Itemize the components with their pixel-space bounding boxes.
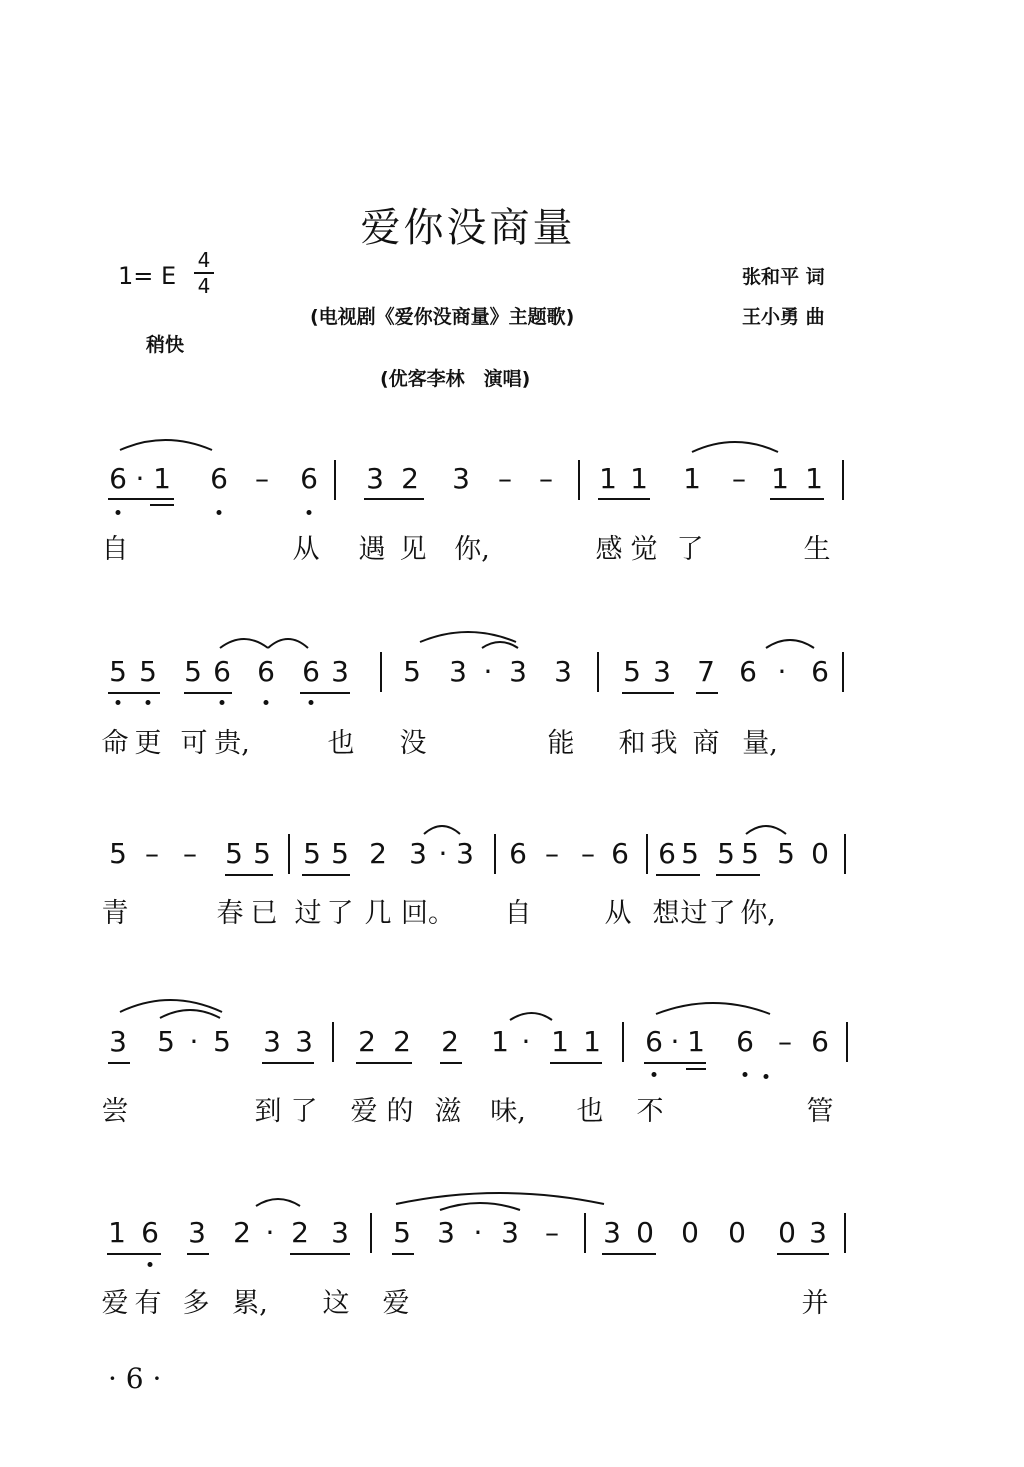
note-dash: – <box>498 462 512 495</box>
lyric: 尝 <box>101 1096 129 1127</box>
barline <box>494 834 496 874</box>
note: 6 <box>257 655 275 688</box>
note: 6 <box>109 462 127 495</box>
note: 2 <box>441 1025 459 1058</box>
slur-marks <box>0 990 1024 1050</box>
note-dot: · <box>670 1025 680 1058</box>
note: 6 <box>811 655 829 688</box>
lyric: 也 <box>327 728 355 759</box>
score-line-1 <box>0 430 1024 580</box>
note: 3 <box>456 837 474 870</box>
lyric: 有 <box>134 1288 162 1319</box>
note-dot: · <box>777 655 787 688</box>
lyric: 觉 <box>630 534 658 565</box>
lyric: 管 <box>806 1096 834 1127</box>
lyric: 几 <box>364 898 392 929</box>
note-dot: · <box>483 655 493 688</box>
note: 1 <box>108 1216 126 1249</box>
note: 3 <box>452 462 470 495</box>
note: 3 <box>263 1025 281 1058</box>
note: 6 <box>739 655 757 688</box>
underline <box>656 874 700 876</box>
low-octave-dot <box>148 1262 153 1267</box>
note-dash: – <box>581 837 595 870</box>
lyric: 到 <box>254 1096 282 1127</box>
note: 5 <box>109 655 127 688</box>
lyric: 了 <box>676 534 704 565</box>
barline <box>846 1022 848 1062</box>
note: 1 <box>687 1025 705 1058</box>
underline <box>302 874 350 876</box>
note: 5 <box>225 837 243 870</box>
key-label: 1= E <box>118 262 177 290</box>
underline <box>364 498 424 500</box>
note: 5 <box>213 1025 231 1058</box>
note: 2 <box>369 837 387 870</box>
lyric: 想 <box>652 898 680 929</box>
lyric: 春 <box>216 898 244 929</box>
underline <box>262 1062 314 1064</box>
lyric: 自 <box>101 534 129 565</box>
lyric: 累, <box>232 1288 268 1319</box>
performer: (优客李林 演唱) <box>380 368 531 390</box>
lyric: 这 <box>322 1288 350 1319</box>
note: 5 <box>623 655 641 688</box>
underline <box>108 692 160 694</box>
note: 6 <box>302 655 320 688</box>
subtitle: (电视剧《爱你没商量》主题歌) <box>310 306 575 328</box>
lyric: 了 <box>708 898 736 929</box>
note: 7 <box>697 655 715 688</box>
barline <box>334 460 336 500</box>
lyric: 遇 <box>358 534 386 565</box>
note: 3 <box>603 1216 621 1249</box>
note: 1 <box>771 462 789 495</box>
underline <box>225 874 273 876</box>
note: 1 <box>805 462 823 495</box>
note-dot: · <box>189 1025 199 1058</box>
lyric: 商 <box>692 728 720 759</box>
lyric: 从 <box>292 534 320 565</box>
lyric: 爱 <box>101 1288 129 1319</box>
note: 2 <box>401 462 419 495</box>
note: 2 <box>233 1216 251 1249</box>
note: 3 <box>809 1216 827 1249</box>
lyric: 见 <box>399 534 427 565</box>
note: 3 <box>331 655 349 688</box>
note-dot: · <box>521 1025 531 1058</box>
note: 3 <box>109 1025 127 1058</box>
barline <box>646 834 648 874</box>
note: 6 <box>611 837 629 870</box>
underline <box>696 692 718 694</box>
note: 5 <box>741 837 759 870</box>
time-signature-top: 4 <box>194 248 214 274</box>
underline <box>440 1062 462 1064</box>
underline <box>770 498 824 500</box>
low-octave-dot <box>743 1072 748 1077</box>
note: 2 <box>393 1025 411 1058</box>
note: 6 <box>658 837 676 870</box>
note: 5 <box>253 837 271 870</box>
lyric: 不 <box>636 1096 664 1127</box>
underline <box>108 498 174 500</box>
note: 0 <box>636 1216 654 1249</box>
note-dash: – <box>778 1025 792 1058</box>
song-title: 爱你没商量 <box>360 205 576 251</box>
score-line-3 <box>0 812 1024 962</box>
lyric: 爱 <box>382 1288 410 1319</box>
note-dash: – <box>545 1216 559 1249</box>
underline <box>108 1062 130 1064</box>
note-dash: – <box>539 462 553 495</box>
lyric: 也 <box>576 1096 604 1127</box>
underline <box>777 1253 829 1255</box>
note-dot: · <box>265 1216 275 1249</box>
tempo-marking: 稍快 <box>146 334 185 356</box>
low-octave-dot <box>764 1074 769 1079</box>
low-octave-dot <box>652 1072 657 1077</box>
lyric: 命 <box>101 728 129 759</box>
underline <box>686 1068 706 1070</box>
low-octave-dot <box>116 700 121 705</box>
note: 3 <box>509 655 527 688</box>
lyric: 你, <box>740 898 776 929</box>
lyric: 多 <box>182 1288 210 1319</box>
note: 3 <box>437 1216 455 1249</box>
lyric: 感 <box>595 534 623 565</box>
lyric: 已 <box>250 898 278 929</box>
low-octave-dot <box>264 700 269 705</box>
lyric: 并 <box>801 1288 829 1319</box>
underline <box>150 504 174 506</box>
note: 1 <box>491 1025 509 1058</box>
low-octave-dot <box>146 700 151 705</box>
note: 0 <box>778 1216 796 1249</box>
note-dot: · <box>135 462 145 495</box>
note: 1 <box>583 1025 601 1058</box>
lyric: 的 <box>386 1096 414 1127</box>
time-signature-bottom: 4 <box>197 274 211 298</box>
note: 5 <box>109 837 127 870</box>
lyric: 更 <box>134 728 162 759</box>
low-octave-dot <box>217 510 222 515</box>
underline <box>392 1253 414 1255</box>
lyric: 量, <box>742 728 778 759</box>
note: 0 <box>681 1216 699 1249</box>
underline <box>107 1253 161 1255</box>
lyric: 我 <box>650 728 678 759</box>
note: 3 <box>449 655 467 688</box>
note: 3 <box>366 462 384 495</box>
note: 5 <box>303 837 321 870</box>
underline <box>290 1253 350 1255</box>
note-dot: · <box>473 1216 483 1249</box>
note: 3 <box>188 1216 206 1249</box>
note: 1 <box>630 462 648 495</box>
note: 5 <box>331 837 349 870</box>
note: 5 <box>777 837 795 870</box>
underline <box>550 1062 602 1064</box>
page-number: · 6 · <box>108 1362 162 1395</box>
lyric: 了 <box>326 898 354 929</box>
underline <box>356 1062 412 1064</box>
time-signature <box>194 248 214 298</box>
note: 0 <box>811 837 829 870</box>
note: 6 <box>736 1025 754 1058</box>
underline <box>602 1253 656 1255</box>
lyric: 能 <box>547 728 575 759</box>
underline <box>300 692 350 694</box>
note-dash: – <box>732 462 746 495</box>
note: 3 <box>501 1216 519 1249</box>
lyric: 可 <box>180 728 208 759</box>
barline <box>288 834 290 874</box>
note: 6 <box>210 462 228 495</box>
note: 0 <box>728 1216 746 1249</box>
lyric: 自 <box>504 898 532 929</box>
lyric: 过 <box>680 898 708 929</box>
note: 1 <box>683 462 701 495</box>
low-octave-dot <box>307 510 312 515</box>
note-dash: – <box>545 837 559 870</box>
barline <box>622 1022 624 1062</box>
note-dot: · <box>438 837 448 870</box>
underline <box>644 1062 706 1064</box>
barline <box>597 652 599 692</box>
lyric: 滋 <box>434 1096 462 1127</box>
lyric: 回。 <box>401 898 455 929</box>
note-dash: – <box>255 462 269 495</box>
note: 5 <box>157 1025 175 1058</box>
note: 6 <box>509 837 527 870</box>
score-line-5 <box>0 1182 1024 1332</box>
barline <box>844 834 846 874</box>
barline <box>584 1213 586 1253</box>
note: 6 <box>811 1025 829 1058</box>
note: 3 <box>554 655 572 688</box>
lyricist-credit: 张和平 词 <box>742 266 825 288</box>
underline <box>184 692 232 694</box>
lyric: 贵, <box>214 728 250 759</box>
note: 5 <box>184 655 202 688</box>
barline <box>380 652 382 692</box>
note-dash: – <box>145 837 159 870</box>
note: 3 <box>331 1216 349 1249</box>
note: 3 <box>295 1025 313 1058</box>
low-octave-dot <box>309 700 314 705</box>
underline <box>187 1253 209 1255</box>
lyric: 和 <box>618 728 646 759</box>
underline <box>598 498 650 500</box>
score-line-2 <box>0 622 1024 772</box>
lyric: 过 <box>294 898 322 929</box>
lyric: 青 <box>101 898 129 929</box>
note: 6 <box>645 1025 663 1058</box>
lyric: 了 <box>290 1096 318 1127</box>
low-octave-dot <box>220 700 225 705</box>
note: 1 <box>153 462 171 495</box>
note: 1 <box>599 462 617 495</box>
note-dash: – <box>183 837 197 870</box>
barline <box>844 1213 846 1253</box>
lyric: 生 <box>803 534 831 565</box>
lyric: 你, <box>454 534 490 565</box>
note: 2 <box>358 1025 376 1058</box>
note: 3 <box>409 837 427 870</box>
lyric: 味, <box>490 1096 526 1127</box>
note: 6 <box>300 462 318 495</box>
barline <box>370 1213 372 1253</box>
barline <box>842 460 844 500</box>
note: 6 <box>141 1216 159 1249</box>
note: 5 <box>393 1216 411 1249</box>
lyric: 爱 <box>350 1096 378 1127</box>
score-line-4 <box>0 990 1024 1140</box>
barline <box>842 652 844 692</box>
note: 2 <box>291 1216 309 1249</box>
underline <box>622 692 674 694</box>
note: 5 <box>139 655 157 688</box>
barline <box>578 460 580 500</box>
note: 1 <box>551 1025 569 1058</box>
lyric: 没 <box>399 728 427 759</box>
note: 6 <box>213 655 231 688</box>
barline <box>332 1022 334 1062</box>
lyric: 从 <box>604 898 632 929</box>
note: 5 <box>403 655 421 688</box>
note: 5 <box>717 837 735 870</box>
composer-credit: 王小勇 曲 <box>742 306 825 328</box>
note: 5 <box>681 837 699 870</box>
low-octave-dot <box>116 510 121 515</box>
underline <box>716 874 760 876</box>
note: 3 <box>653 655 671 688</box>
